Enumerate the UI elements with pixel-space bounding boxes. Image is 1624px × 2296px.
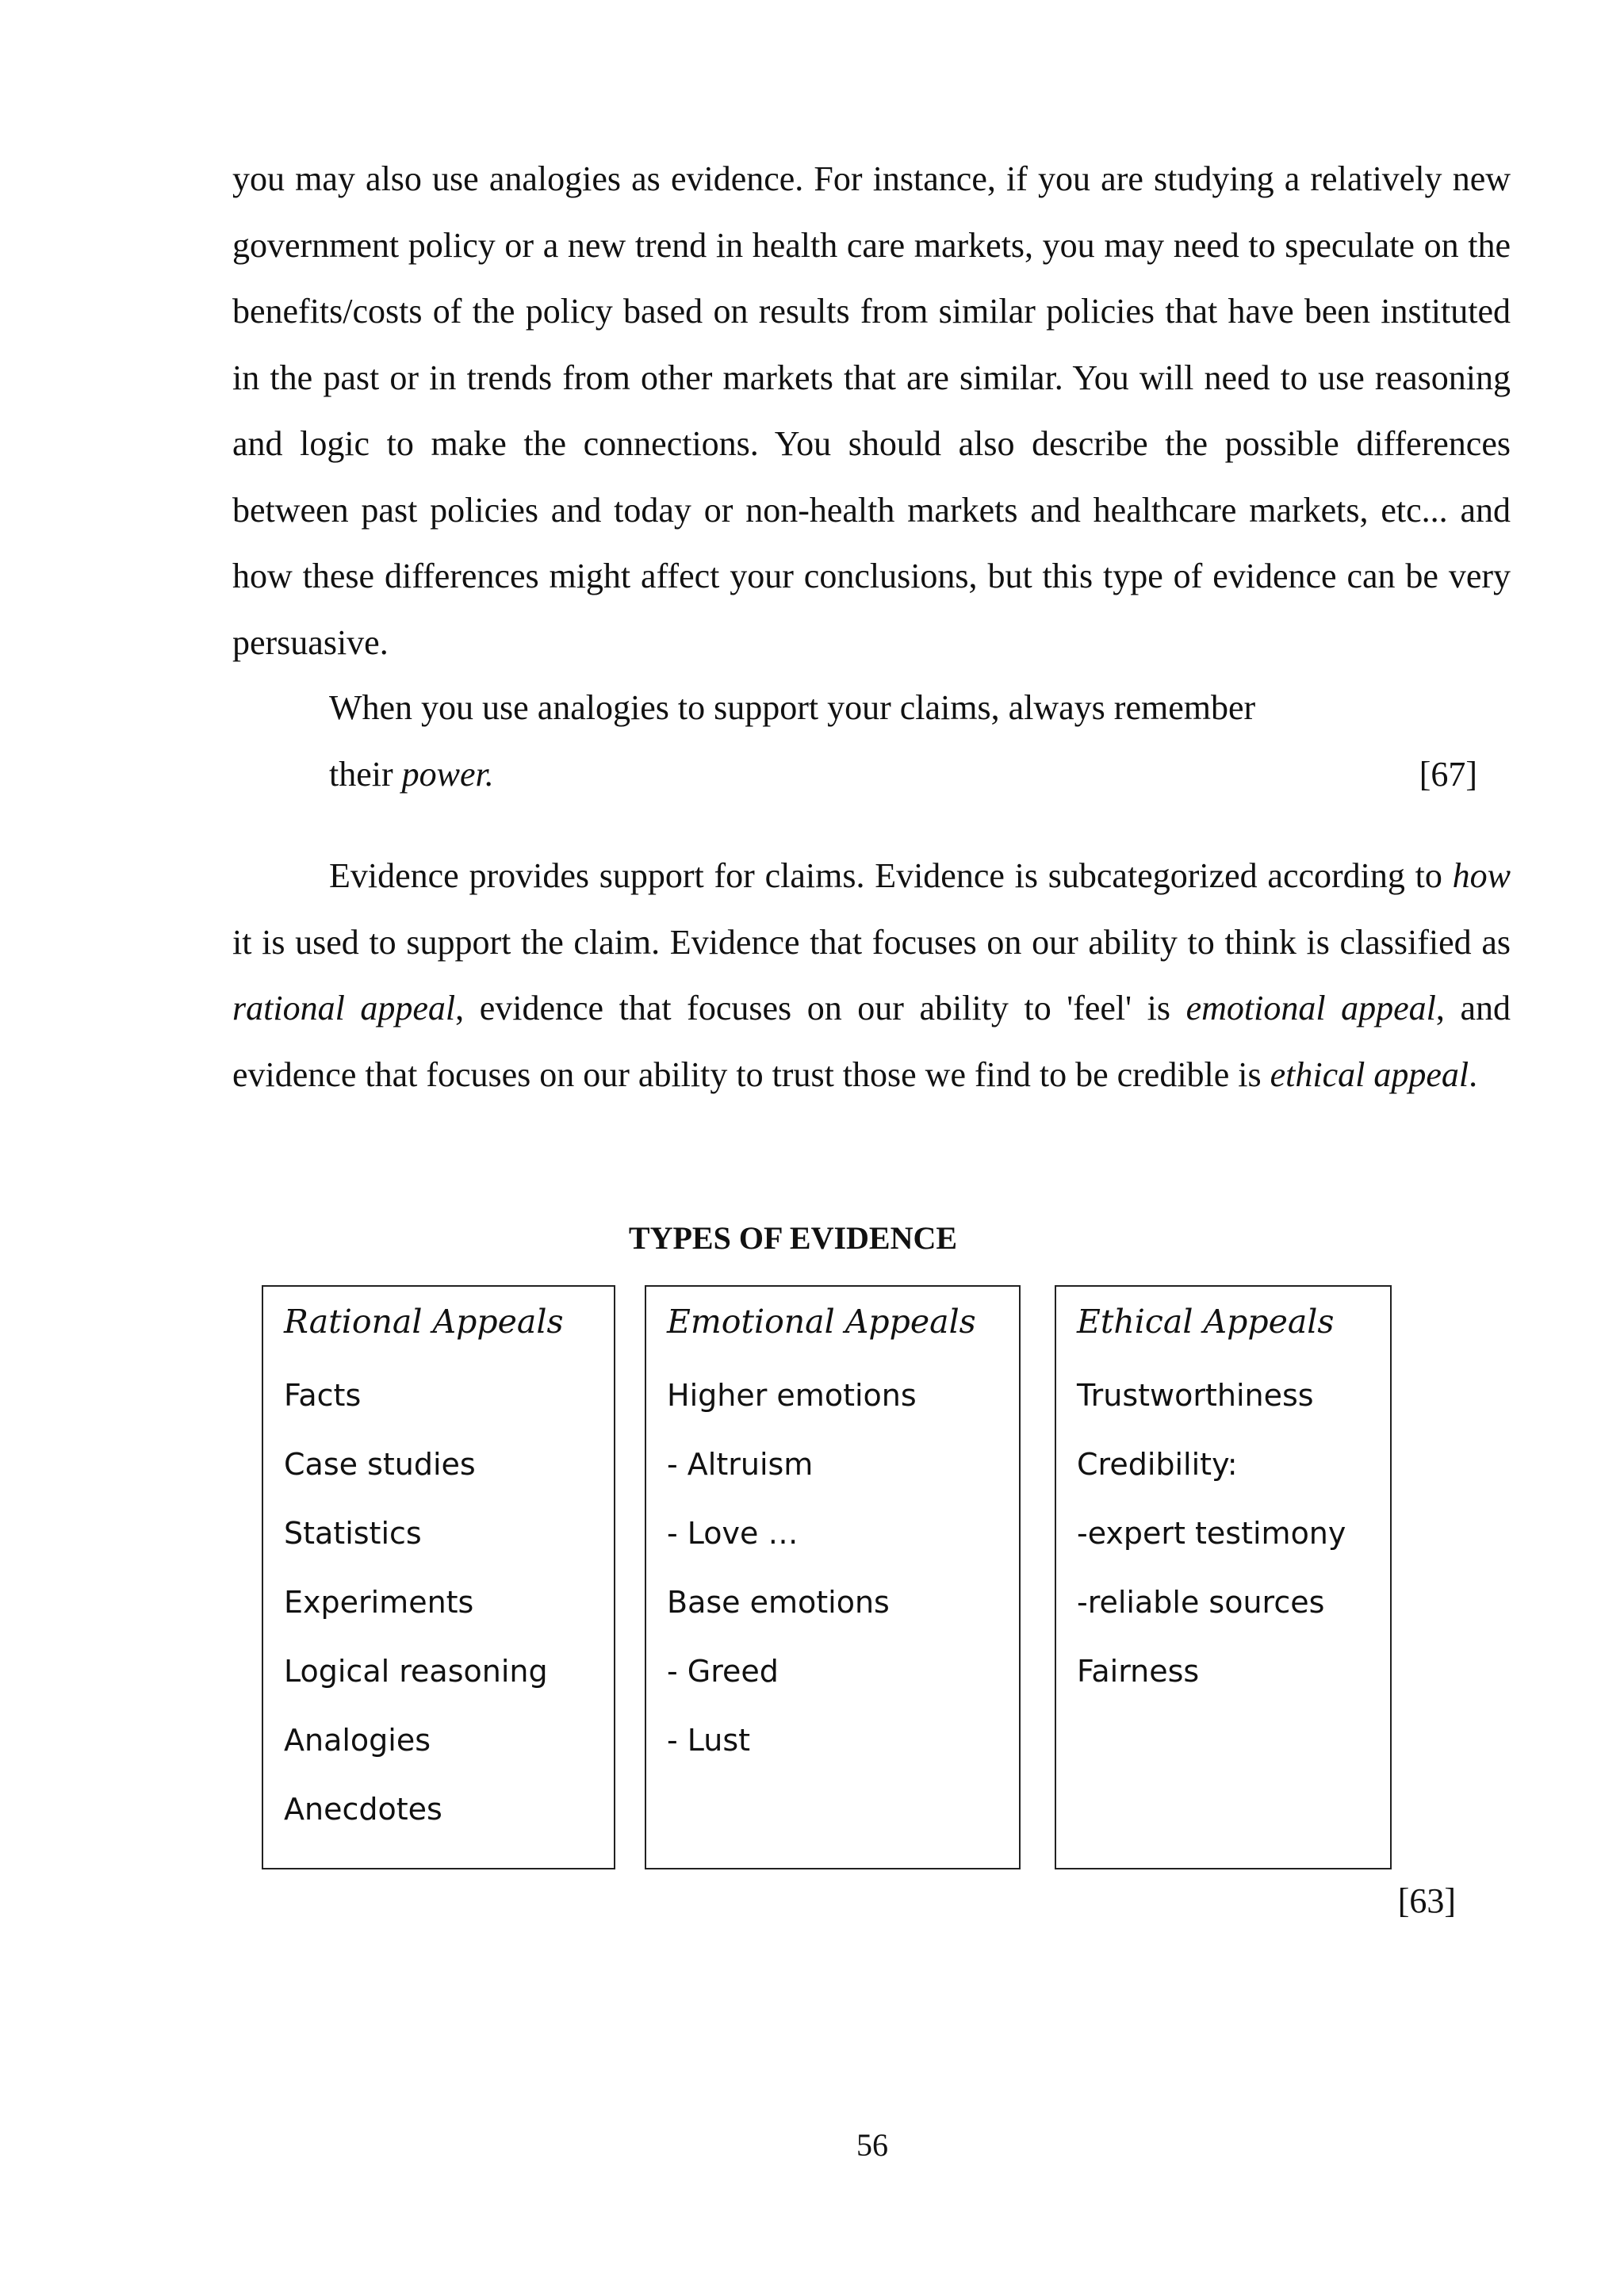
list-item: Fairness (1077, 1654, 1200, 1689)
list-item: Base emotions (667, 1585, 890, 1620)
list-item: Statistics (284, 1516, 422, 1551)
list-item: Anecdotes (284, 1792, 442, 1827)
list-item: -expert testimony (1077, 1516, 1346, 1551)
text-run: Evidence provides support for claims. Evidence is subcategorized according to (329, 856, 1453, 895)
paragraph-power-text (232, 741, 494, 808)
citation-67: [67] (1419, 754, 1477, 794)
ethical-appeals-title: Ethical Appeals (1077, 1303, 1335, 1341)
ethical-appeals-list (1077, 1361, 1346, 1706)
emotional-appeals-list (667, 1361, 917, 1775)
paragraph-power (232, 675, 1511, 807)
paragraph-power-line2 (232, 741, 1511, 808)
list-item: Logical reasoning (284, 1654, 548, 1689)
ethical-appeals-box (1055, 1285, 1392, 1869)
their-text: their (329, 754, 402, 794)
figure-heading: TYPES OF EVIDENCE (628, 1220, 958, 1256)
list-item: - Greed (667, 1654, 779, 1689)
citation-63: [63] (1397, 1881, 1456, 1920)
text-run: . (1469, 1054, 1478, 1094)
list-item: Case studies (284, 1447, 476, 1482)
how-italic: how (1452, 856, 1511, 895)
list-item: Trustworthiness (1077, 1378, 1314, 1413)
list-item: Credibility: (1077, 1447, 1238, 1482)
emotional-appeals-title: Emotional Appeals (667, 1303, 976, 1341)
list-item: - Love … (667, 1516, 799, 1551)
page-number: 56 (856, 2127, 888, 2163)
list-item: Analogies (284, 1723, 431, 1758)
rational-appeal-italic: rational appeal (232, 989, 456, 1027)
text-run: , evidence that focuses on our ability to 'feel' is (455, 989, 1186, 1027)
rational-appeals-list (284, 1361, 548, 1844)
emotional-appeal-italic: emotional appeal (1185, 989, 1436, 1027)
text-run: , and evidence that focuses on our ability to trust those we find to be credible is (232, 989, 1511, 1094)
rational-appeals-title: Rational Appeals (284, 1303, 564, 1341)
list-item: Experiments (284, 1585, 474, 1620)
power-italic: power. (401, 754, 494, 794)
list-item: Facts (284, 1378, 362, 1413)
list-item: - Lust (667, 1723, 751, 1758)
ethical-appeal-italic: ethical appeal (1270, 1054, 1469, 1094)
paragraph-evidence-types (232, 843, 1511, 1108)
paragraph-analogies: you may also use analogies as evidence. For instance, if you are studying a relatively new government policy or a new trend in health care markets, you may need to speculate on the benefits/costs of the policy based on results from similar policies that have been instituted in the past or in trends from other markets that are similar. You will need to use reasoning and logic to make the connections. You should also describe the possible differences between past policies and today or non-health markets and healthcare markets, etc... and how these differences might affect your conclusions, but this type of evidence can be very persuasive. (232, 159, 1511, 662)
list-item: Higher emotions (667, 1378, 917, 1413)
list-item: -reliable sources (1077, 1585, 1325, 1620)
text-run: it is used to support the claim. Evidence that focuses on our ability to think is classified as (232, 922, 1511, 962)
rational-appeals-box (262, 1285, 615, 1869)
emotional-appeals-box (645, 1285, 1021, 1869)
list-item: - Altruism (667, 1447, 814, 1482)
paragraph-power-line1: When you use analogies to support your claims, always remember (329, 688, 1256, 727)
